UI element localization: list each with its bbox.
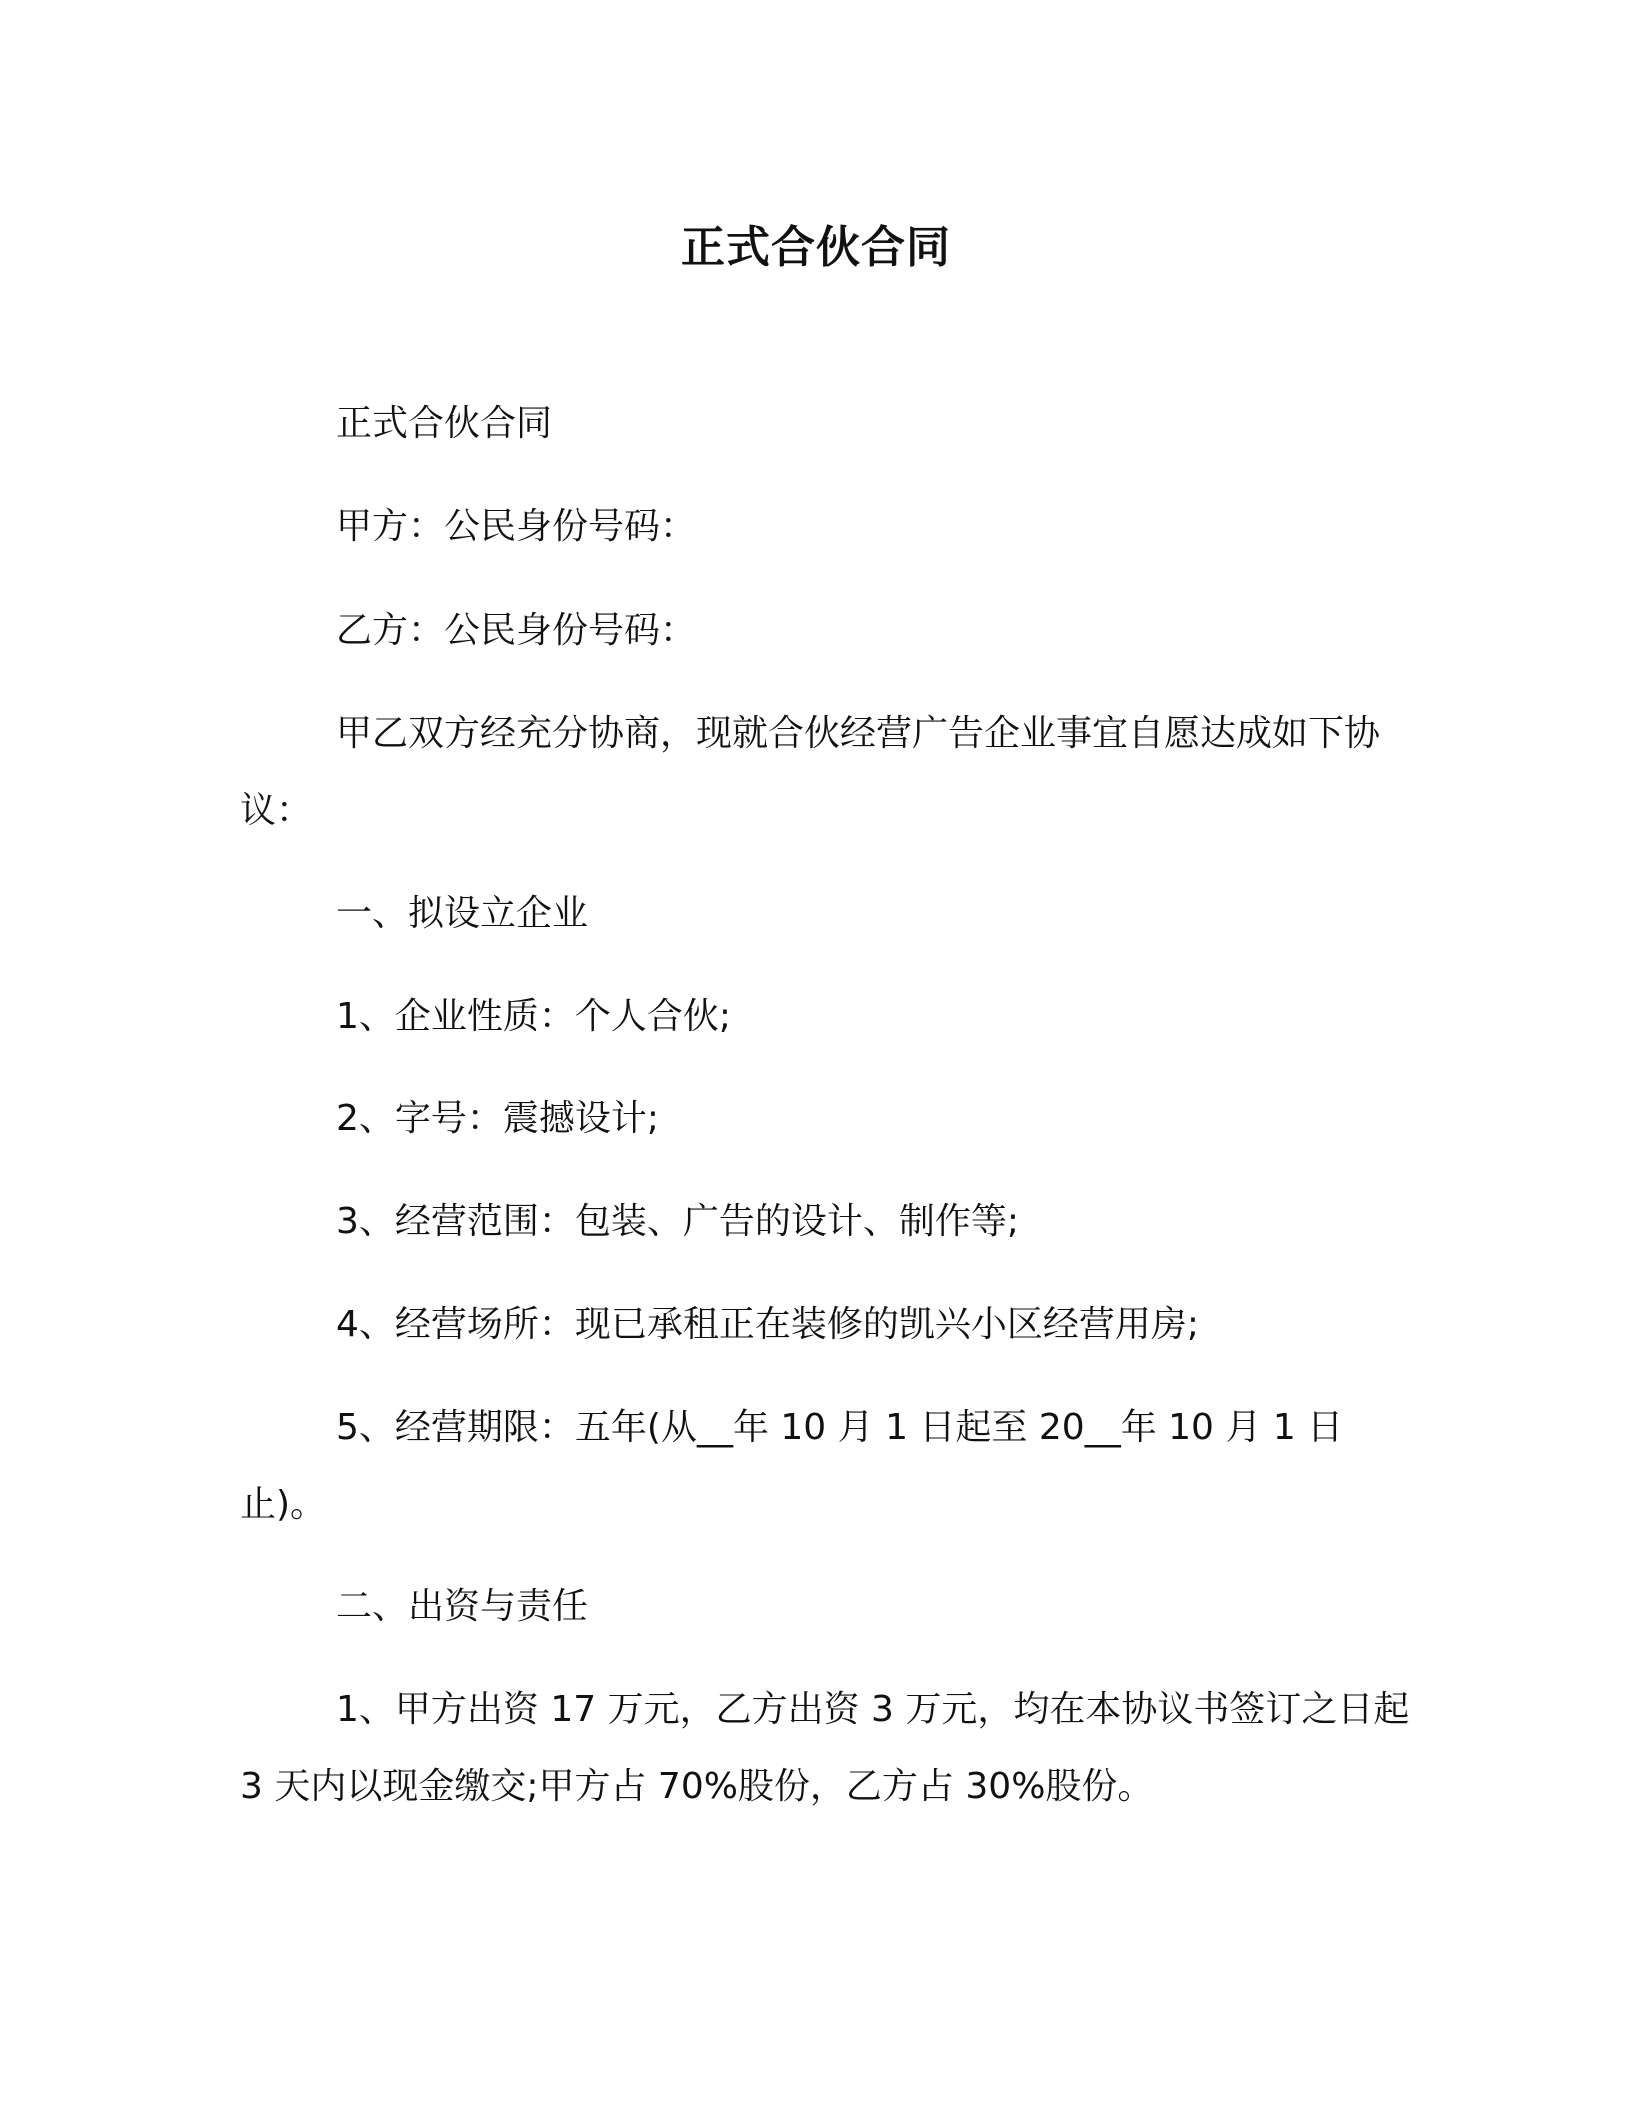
agreement-intro-paragraph: 甲乙双方经充分协商，现就合伙经营广告企业事宜自愿达成如下协议： (240, 713, 1381, 831)
party-a-paragraph: 甲方：公民身份号码： (336, 506, 697, 547)
section-one-heading: 一、拟设立企业 (336, 893, 589, 934)
document-title: 正式合伙合同 (681, 222, 951, 273)
clause-enterprise-nature: 1、企业性质：个人合伙; (336, 996, 732, 1037)
party-b-paragraph: 乙方：公民身份号码： (336, 610, 697, 651)
section-two-heading: 二、出资与责任 (336, 1586, 589, 1627)
clause-business-scope: 3、经营范围：包装、广告的设计、制作等; (336, 1201, 1020, 1242)
clause-capital-contribution: 1、甲方出资 17 万元，乙方出资 3 万元，均在本协议书签订之日起 3 天内以现金缴交;甲方占 70%股份，乙方占 30%股份。 (240, 1689, 1410, 1807)
clause-business-term: 5、经营期限：五年(从__年 10 月 1 日起至 20__年 10 月 1 日止)。 (240, 1407, 1344, 1525)
clause-trade-name: 2、字号：震撼设计; (336, 1098, 660, 1139)
clause-business-premises: 4、经营场所：现已承租正在装修的凯兴小区经营用房; (336, 1304, 1200, 1345)
subtitle-paragraph: 正式合伙合同 (336, 403, 553, 444)
